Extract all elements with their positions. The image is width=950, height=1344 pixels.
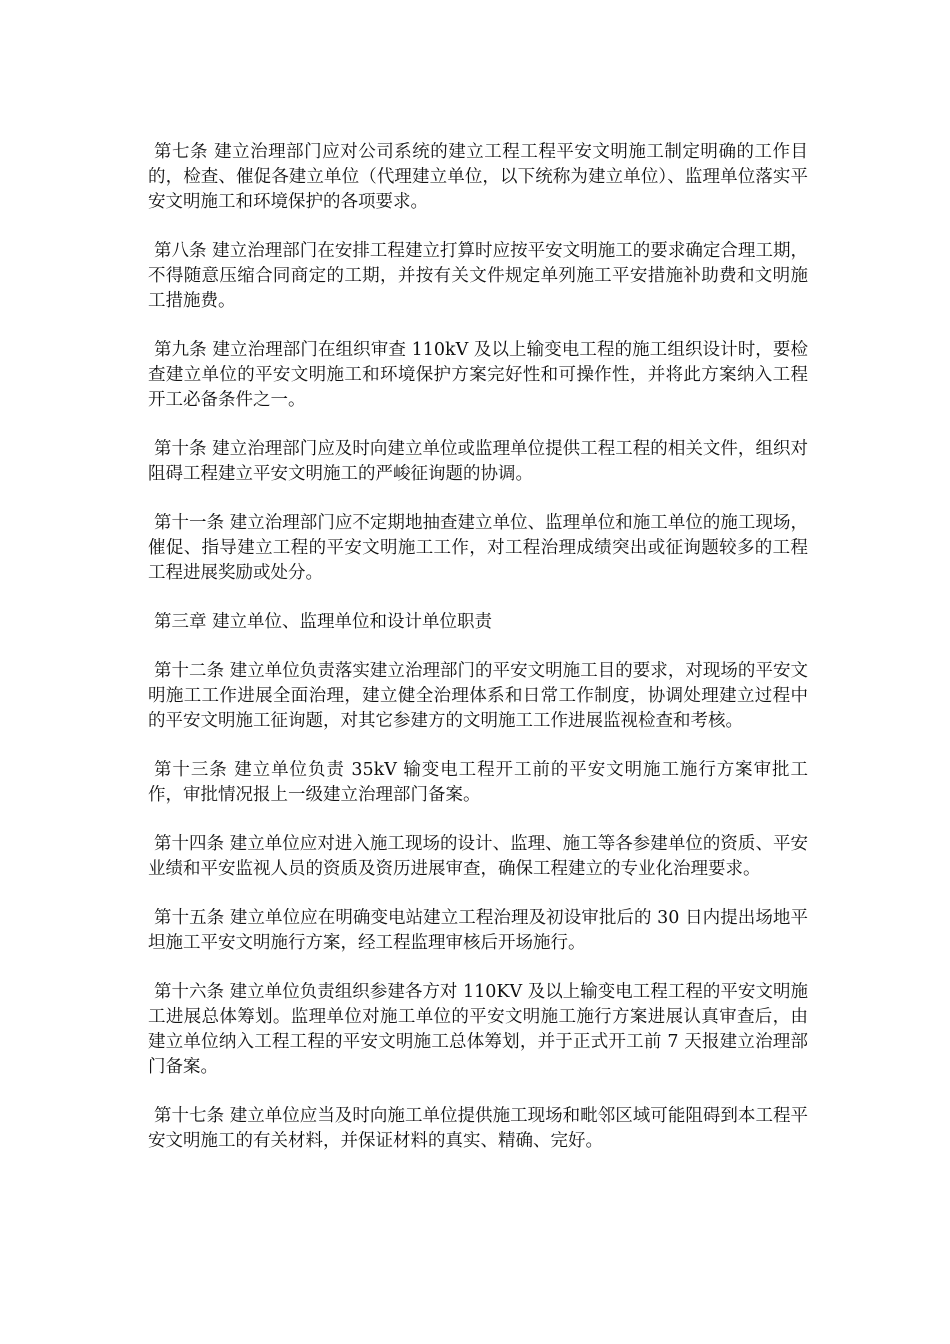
- article-7-paragraph: 第七条 建立治理部门应对公司系统的建立工程工程平安文明施工制定明确的工作目的，检查、催促各建立单位（代理建立单位，以下统称为建立单位）、监理单位落实平安文明施工和环境保护的各项要求。: [148, 142, 808, 212]
- article-9-paragraph: 第九条 建立治理部门在组织审查 110kV 及以上输变电工程的施工组织设计时，要检查建立单位的平安文明施工和环境保护方案完好性和可操作性，并将此方案纳入工程开工必备条件之一。: [148, 340, 808, 410]
- article-16-paragraph: 第十六条 建立单位负责组织参建各方对 110KV 及以上输变电工程工程的平安文明施工进展总体筹划。监理单位对施工单位的平安文明施工施行方案进展认真审查后，由建立单位纳入工程工程的平安文明施工总体筹划，并于正式开工前 7 天报建立治理部门备案。: [148, 982, 808, 1077]
- document-page: [148, 140, 808, 1178]
- article-13-paragraph: 第十三条 建立单位负责 35kV 输变电工程开工前的平安文明施工施行方案审批工作，审批情况报上一级建立治理部门备案。: [148, 760, 808, 805]
- article-11-paragraph: 第十一条 建立治理部门应不定期地抽查建立单位、监理单位和施工单位的施工现场，催促、指导建立工程的平安文明施工工作，对工程治理成绩突出或征询题较多的工程工程进展奖励或处分。: [148, 513, 808, 583]
- article-10-paragraph: 第十条 建立治理部门应及时向建立单位或监理单位提供工程工程的相关文件，组织对阻碍工程建立平安文明施工的严峻征询题的协调。: [148, 439, 808, 484]
- article-14-paragraph: 第十四条 建立单位应对进入施工现场的设计、监理、施工等各参建单位的资质、平安业绩和平安监视人员的资质及资历进展审查，确保工程建立的专业化治理要求。: [148, 834, 808, 879]
- article-17-paragraph: 第十七条 建立单位应当及时向施工单位提供施工现场和毗邻区域可能阻碍到本工程平安文明施工的有关材料，并保证材料的真实、精确、完好。: [148, 1106, 808, 1151]
- article-12-paragraph: 第十二条 建立单位负责落实建立治理部门的平安文明施工目的要求，对现场的平安文明施工工作进展全面治理，建立健全治理体系和日常工作制度，协调处理建立过程中的平安文明施工征询题，对其它参建方的文明施工工作进展监视检查和考核。: [148, 661, 808, 731]
- article-15-paragraph: 第十五条 建立单位应在明确变电站建立工程治理及初设审批后的 30 日内提出场地平坦施工平安文明施行方案，经工程监理审核后开场施行。: [148, 908, 808, 953]
- chapter-3-heading: 第三章 建立单位、监理单位和设计单位职责: [154, 612, 493, 632]
- article-8-paragraph: 第八条 建立治理部门在安排工程建立打算时应按平安文明施工的要求确定合理工期，不得随意压缩合同商定的工期，并按有关文件规定单列施工平安措施补助费和文明施工措施费。: [148, 241, 808, 311]
